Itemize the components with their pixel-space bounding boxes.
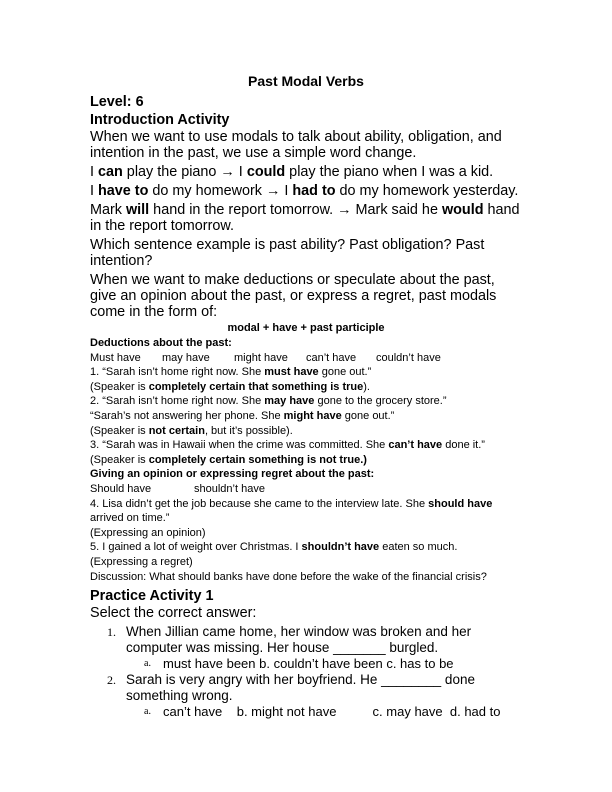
example-will-would: Mark will hand in the report tomorrow. → Mark said he would hand in the report tomorrow. — [90, 202, 520, 234]
practice-instruction: Select the correct answer: — [90, 605, 257, 622]
example-sentence-5: 5. I gained a lot of weight over Christmas. I shouldn’t have eaten so much. — [90, 541, 458, 554]
modal-formula: modal + have + past participle — [227, 322, 385, 334]
arrow-right-icon: → — [220, 164, 235, 180]
arrow-right-icon: → — [337, 202, 352, 218]
deductions-heading: Deductions about the past: — [90, 337, 232, 349]
level-heading: Level: 6 — [90, 94, 144, 110]
example-have-to-had-to: I have to do my homework → I had to do my homework yesterday. — [90, 183, 519, 199]
intro-paragraph: When we want to use modals to talk about ability, obligation, and intention in the past, we use a simple word change. — [90, 129, 502, 161]
past-modals-paragraph: When we want to make deductions or speculate about the past, give an opinion about the past, or express a regret, past modals come in the form of: — [90, 272, 497, 320]
arrow-right-icon: → — [265, 183, 281, 199]
practice-question-list — [90, 624, 522, 656]
intro-question: Which sentence example is past ability? Past obligation? Past intention? — [90, 237, 485, 269]
example-can-could: I can play the piano → I could play the piano when I was a kid. — [90, 164, 494, 180]
example-sentence-3: 3. “Sarah was in Hawaii when the crime was committed. She can’t have done it.” — [90, 439, 485, 452]
deduction-modal-list: Must have may have might have can’t have couldn’t have — [90, 351, 441, 364]
example-sentence-2: 2. “Sarah isn’t home right now. She may have gone to the grocery store.” — [90, 395, 447, 408]
page-title: Past Modal Verbs — [248, 73, 364, 89]
intro-heading: Introduction Activity — [90, 112, 230, 128]
question-2: 2. Sarah is very angry with her boyfriend. He ________ done something wrong. — [107, 672, 475, 704]
document-page — [90, 72, 522, 720]
question-1-text: When Jillian came home, her window was broken and her computer was missing. Her house _______ burgled. — [126, 624, 472, 656]
example-sentence-4: 4. Lisa didn’t get the job because she came to the interview late. She should have arrived on time.” — [90, 497, 493, 525]
question-1-options: a. must have been b. couldn’t have been c. has to be — [144, 656, 454, 672]
opinion-modal-list: Should have shouldn’t have — [90, 482, 265, 495]
deductions-section — [90, 336, 522, 584]
opinion-heading: Giving an opinion or expressing regret about the past: — [90, 468, 375, 481]
practice-question-list-2 — [90, 672, 522, 704]
question-2-options: a. can’t have b. might not have c. may have d. had to — [144, 704, 501, 720]
question-2-text: Sarah is very angry with her boyfriend. He ________ done something wrong. — [126, 672, 475, 704]
practice-heading: Practice Activity 1 — [90, 588, 214, 605]
example-sentence-1: 1. “Sarah isn’t home right now. She must have gone out.” — [90, 366, 372, 379]
discussion-question: Discussion: What should banks have done before the wake of the financial crisis? — [90, 570, 487, 583]
question-1: 1. When Jillian came home, her window was broken and her computer was missing. Her house _______ burgled. — [107, 624, 472, 656]
example-note-1: (Speaker is completely certain that something is true). — [90, 380, 370, 393]
example-note-3: (Speaker is completely certain something is not true.) — [90, 453, 367, 466]
example-sentence-2b: “Sarah’s not answering her phone. She might have gone out.” — [90, 409, 395, 422]
example-note-5: (Expressing a regret) — [90, 555, 193, 568]
example-note-4: (Expressing an opinion) — [90, 526, 206, 539]
intro-section — [90, 129, 522, 320]
example-note-2: (Speaker is not certain, but it’s possible). — [90, 424, 293, 437]
